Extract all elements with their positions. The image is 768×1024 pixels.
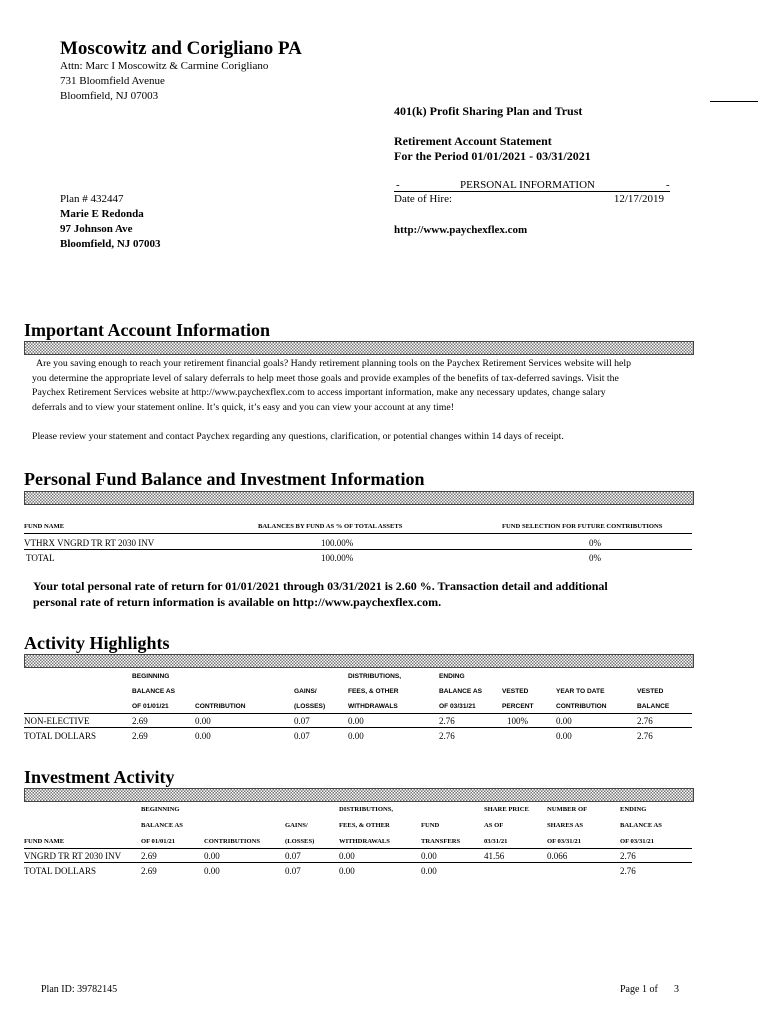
act-hdr-distributions: DISTRIBUTIONS, <box>348 673 402 680</box>
fund-row-future-pct: 0% <box>589 538 601 548</box>
act-row-ytd: 0.00 <box>556 716 572 726</box>
inv-total-distributions: 0.00 <box>339 866 355 876</box>
act-hdr-gains: GAINS/ <box>294 688 317 695</box>
act-row-label: NON-ELECTIVE <box>24 716 90 726</box>
firm-attention: Attn: Marc I Moscowitz & Carmine Corigliano <box>60 60 269 72</box>
inv-total-transfers: 0.00 <box>421 866 437 876</box>
act-row-vested-pct: 100% <box>507 716 528 726</box>
inv-hdr-withdrawals: WITHDRAWALS <box>339 838 390 845</box>
act-hdr-losses: (LOSSES) <box>294 703 326 710</box>
inv-row-contributions: 0.00 <box>204 851 220 861</box>
paychex-url[interactable]: http://www.paychexflex.com <box>394 224 528 236</box>
act-total-beginning: 2.69 <box>132 731 148 741</box>
plan-number: Plan # 432447 <box>60 193 124 205</box>
inv-row-ending: 2.76 <box>620 851 636 861</box>
participant-street: 97 Johnson Ave <box>60 223 133 235</box>
inv-total-label: TOTAL DOLLARS <box>24 866 97 876</box>
act-hdr-ytd-contribution: CONTRIBUTION <box>556 703 607 710</box>
act-hdr-balance-as: BALANCE AS <box>132 688 175 695</box>
act-row-vested-balance: 2.76 <box>637 716 653 726</box>
footer-page-label: Page 1 of <box>620 984 658 995</box>
act-row-beginning: 2.69 <box>132 716 148 726</box>
inv-hdr-share-price: SHARE PRICE <box>484 806 529 813</box>
important-info-line: Are you saving enough to reach your retirement financial goals? Handy retirement planning tools on the Paychex Retirement Services website will help <box>36 358 631 369</box>
act-total-gains: 0.07 <box>294 731 310 741</box>
rate-of-return-line: personal rate of return information is available on http://www.paychexflex.com. <box>33 594 442 609</box>
activity-header-rule <box>24 713 692 714</box>
statement-title: Retirement Account Statement <box>394 134 552 148</box>
review-notice: Please review your statement and contact Paychex regarding any questions, clarification, or potential changes within 14 days of receipt. <box>32 431 564 442</box>
inv-row-fund: VNGRD TR RT 2030 INV <box>24 851 122 861</box>
investment-hatch-bar <box>24 788 694 802</box>
date-of-hire-row <box>394 193 664 205</box>
act-hdr-ending: ENDING <box>439 673 465 680</box>
inv-hdr-fees: FEES, & OTHER <box>339 822 390 829</box>
personal-info-dash-right: - <box>666 179 670 191</box>
inv-row-gains: 0.07 <box>285 851 301 861</box>
fund-name-header: FUND NAME <box>24 523 65 530</box>
act-total-ending: 2.76 <box>439 731 455 741</box>
inv-hdr-distributions: DISTRIBUTIONS, <box>339 806 394 813</box>
important-info-title: Important Account Information <box>24 320 270 340</box>
act-row-contribution: 0.00 <box>195 716 211 726</box>
act-hdr-ytd: YEAR TO DATE <box>556 688 605 695</box>
firm-city: Bloomfield, NJ 07003 <box>60 90 159 102</box>
future-contrib-header: FUND SELECTION FOR FUTURE CONTRIBUTIONS <box>502 523 663 530</box>
personal-info-label: PERSONAL INFORMATION <box>460 179 595 191</box>
inv-row-transfers: 0.00 <box>421 851 437 861</box>
inv-hdr-number-of: NUMBER OF <box>547 806 588 813</box>
act-hdr-ending-balance-as: BALANCE AS <box>439 688 482 695</box>
fund-row-rule <box>24 549 692 550</box>
act-total-vested-balance: 2.76 <box>637 731 653 741</box>
inv-hdr-transfers: TRANSFERS <box>421 838 461 845</box>
inv-row-share-price: 41.56 <box>484 851 505 861</box>
act-total-label: TOTAL DOLLARS <box>24 731 97 741</box>
date-of-hire-label: Date of Hire: <box>394 193 453 205</box>
firm-name: Moscowitz and Corigliano PA <box>60 38 302 59</box>
inv-row-shares: 0.066 <box>547 851 568 861</box>
personal-info-rule <box>394 191 670 192</box>
act-total-ytd: 0.00 <box>556 731 572 741</box>
fund-balance-hatch-bar <box>24 491 694 505</box>
act-hdr-withdrawals: WITHDRAWALS <box>348 703 398 710</box>
footer-total-pages: 3 <box>674 984 679 995</box>
statement-period: For the Period 01/01/2021 - 03/31/2021 <box>394 149 591 163</box>
act-hdr-percent: PERCENT <box>502 703 534 710</box>
act-hdr-contribution: CONTRIBUTION <box>195 703 246 710</box>
inv-hdr-shares-date: OF 03/31/21 <box>547 838 582 845</box>
fund-row-balance-pct: 100.00% <box>321 538 354 548</box>
footer-plan-id: Plan ID: 39782145 <box>41 984 118 995</box>
inv-row-distributions: 0.00 <box>339 851 355 861</box>
balance-pct-header: BALANCES BY FUND AS % OF TOTAL ASSETS <box>258 523 403 530</box>
fund-row-name: VTHRX VNGRD TR RT 2030 INV <box>24 538 155 548</box>
date-of-hire-value: 12/17/2019 <box>613 193 664 205</box>
participant-name: Marie E Redonda <box>60 208 144 220</box>
inv-total-gains: 0.07 <box>285 866 301 876</box>
inv-hdr-price-date: 03/31/21 <box>484 838 508 845</box>
act-hdr-of-0101: OF 01/01/21 <box>132 703 169 710</box>
inv-row-beginning: 2.69 <box>141 851 157 861</box>
inv-hdr-of-0101: OF 01/01/21 <box>141 838 176 845</box>
fund-total-future-pct: 0% <box>589 553 601 563</box>
investment-row-rule <box>24 862 692 863</box>
important-info-hatch-bar <box>24 341 694 355</box>
inv-hdr-shares-as: SHARES AS <box>547 822 584 829</box>
firm-street: 731 Bloomfield Avenue <box>60 75 165 87</box>
inv-hdr-balance-as: BALANCE AS <box>141 822 183 829</box>
act-hdr-vested-balance: VESTED <box>637 688 664 695</box>
act-row-gains: 0.07 <box>294 716 310 726</box>
act-hdr-vested: VESTED <box>502 688 529 695</box>
fund-header-rule <box>24 533 692 534</box>
inv-total-contributions: 0.00 <box>204 866 220 876</box>
inv-hdr-gains: GAINS/ <box>285 822 308 829</box>
inv-hdr-losses: (LOSSES) <box>285 838 315 845</box>
act-row-ending: 2.76 <box>439 716 455 726</box>
act-hdr-of-0331: OF 03/31/21 <box>439 703 476 710</box>
act-total-contribution: 0.00 <box>195 731 211 741</box>
participant-city: Bloomfield, NJ 07003 <box>60 238 161 250</box>
rate-of-return-line: Your total personal rate of return for 01/01/2021 through 03/31/2021 is 2.60 %. Transaction detail and additional <box>33 579 608 593</box>
activity-title: Activity Highlights <box>24 633 170 653</box>
important-info-line: deferrals and to view your statement online. It’s quick, it’s easy and you can view your account at any time! <box>32 401 454 413</box>
act-hdr-balance: BALANCE <box>637 703 670 710</box>
inv-total-ending: 2.76 <box>620 866 636 876</box>
inv-total-beginning: 2.69 <box>141 866 157 876</box>
header-edge-rule <box>710 101 758 102</box>
fund-total-label: TOTAL <box>26 553 55 563</box>
inv-hdr-fund-name: FUND NAME <box>24 838 65 845</box>
fund-balance-title: Personal Fund Balance and Investment Information <box>24 469 425 489</box>
important-info-line: you determine the appropriate level of salary deferrals to help meet those goals and provide examples of the benefits of tax-deferred savings. Visit the <box>32 372 619 384</box>
act-hdr-beginning: BEGINNING <box>132 673 170 680</box>
investment-title: Investment Activity <box>24 767 175 787</box>
activity-row-rule <box>24 727 692 728</box>
inv-hdr-ending-balance-as: BALANCE AS <box>620 822 662 829</box>
inv-hdr-contributions: CONTRIBUTIONS <box>204 838 261 845</box>
inv-hdr-fund: FUND <box>421 822 440 829</box>
act-row-distributions: 0.00 <box>348 716 364 726</box>
inv-hdr-balance-date: OF 03/31/21 <box>620 838 655 845</box>
investment-header-rule <box>24 848 692 849</box>
inv-hdr-as-of: AS OF <box>484 822 504 829</box>
act-hdr-fees: FEES, & OTHER <box>348 688 399 695</box>
fund-total-balance-pct: 100.00% <box>321 553 354 563</box>
personal-info-dash-left: - <box>396 179 400 191</box>
act-total-distributions: 0.00 <box>348 731 364 741</box>
important-info-paragraph <box>32 357 692 415</box>
rate-of-return-notice <box>33 579 608 610</box>
activity-hatch-bar <box>24 654 694 668</box>
inv-hdr-beginning: BEGINNING <box>141 806 180 813</box>
plan-title: 401(k) Profit Sharing Plan and Trust <box>394 104 583 118</box>
important-info-line: Paychex Retirement Services website at http://www.paychexflex.com to access important information, make any necessary updates, change salary <box>32 387 606 399</box>
inv-hdr-ending: ENDING <box>620 806 647 813</box>
